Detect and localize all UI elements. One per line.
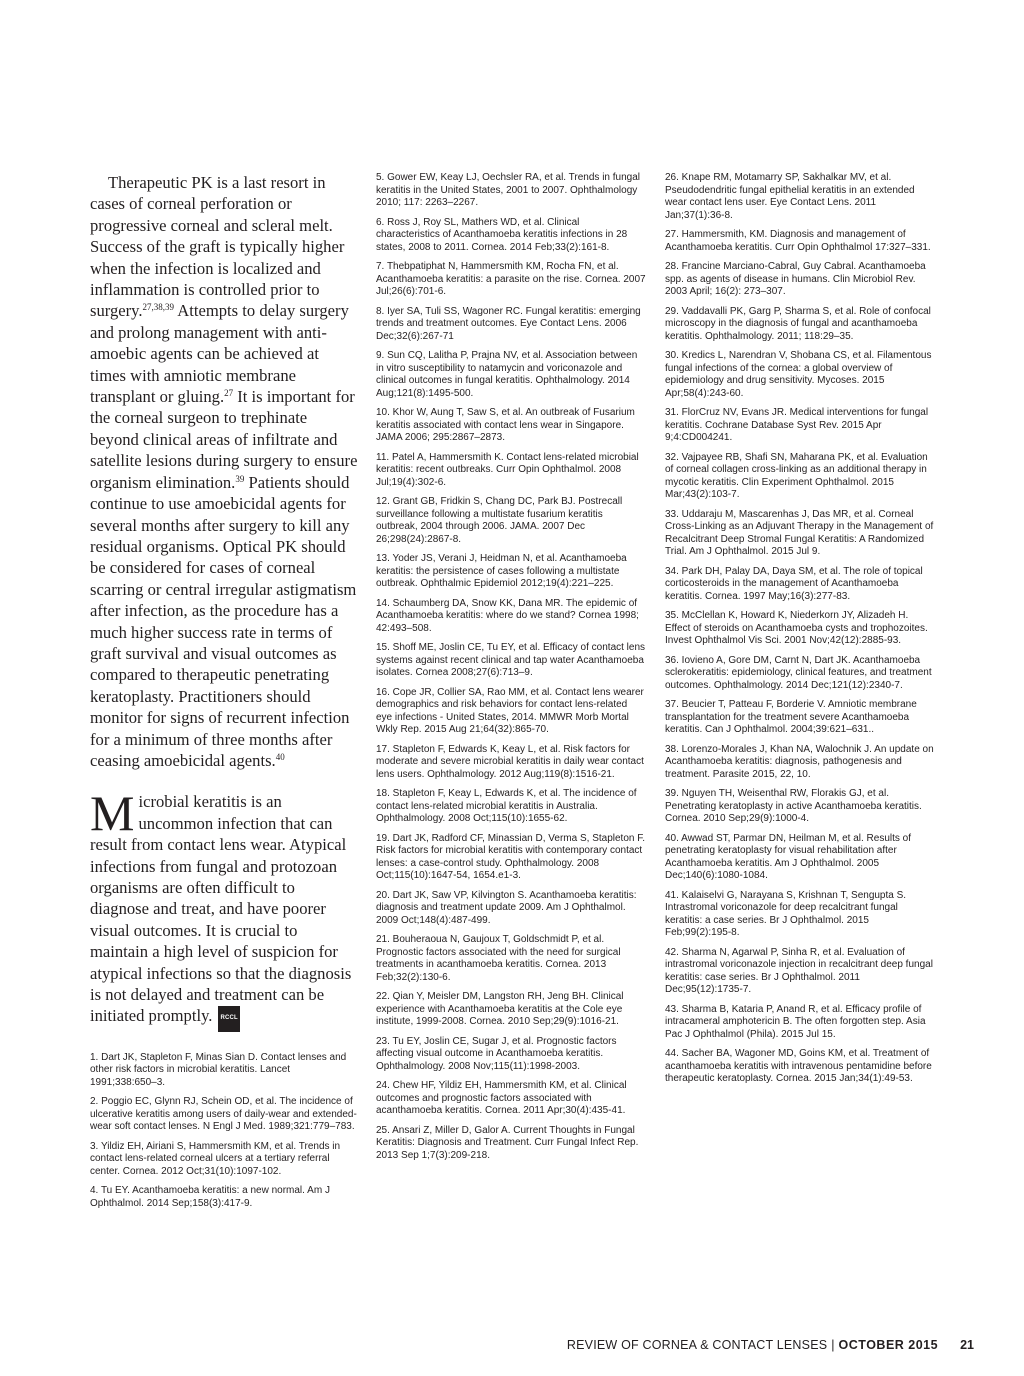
body-paragraph-conclusion — [90, 785, 358, 1031]
reference-item: 5. Gower EW, Keay LJ, Oechsler RA, et al. Trends in fungal keratitis in the United States, 2001 to 2007. Ophthalmology 2010; 117: 2263–2267. — [376, 172, 641, 208]
reference-item: 19. Dart JK, Radford CF, Minassian D, Verma S, Stapleton F. Risk factors for microbial keratitis with contemporary contact lenses: a case-control study. Ophthalmology. 2008 Oct;115(10):1647-54, 1654.e1-3. — [376, 832, 646, 881]
reference-item: 41. Kalaiselvi G, Narayana S, Krishnan T, Sengupta S. Intrastromal voriconazole for deep recalcitrant fungal keratitis: a case series. Br J Ophthalmol. 2015 Feb;99(2):195-8. — [665, 889, 907, 938]
body-text: icrobial keratitis is an uncommon infection that can result from contact lens wear. Atypical infections from fungal and protozoan organisms are often difficult to diagnose and treat, and have poorer visual outcomes. It is crucial to maintain a high level of suspicion for atypical infections so that the diagnosis is not delayed and treatment can be initiated promptly. — [90, 792, 352, 1026]
reference-item: 12. Grant GB, Fridkin S, Chang DC, Park BJ. Postrecall surveillance following a multistate fusarium keratitis outbreak, 2004 through 2006. JAMA. 2007 Dec 26;298(24):2867-8. — [376, 496, 623, 545]
reference-item: 16. Cope JR, Collier SA, Rao MM, et al. Contact lens wearer demographics and risk behaviors for contact lens-related eye infections - United States, 2014. MMWR Morb Mortal Wkly Rep. 2015 Aug 21;64(32):865-70. — [376, 686, 644, 735]
reference-item: 28. Francine Marciano-Cabral, Guy Cabral. Acanthamoeba spp. as agents of disease in humans. Clin Microbiol Rev. 2003 April; 16(2): 273–307. — [665, 261, 926, 297]
reference-item: 35. McClellan K, Howard K, Niederkorn JY, Alizadeh H. Effect of steroids on Acanthamoeba cysts and trophozoites. Invest Ophthalmol Vis Sci. 2001 Nov;42(12):2885-93. — [665, 610, 928, 646]
body-text: It is important for the corneal surgeon to trephinate beyond clinical areas of infiltrate and satellite lesions during surgery to ensure organism elimination. — [90, 387, 358, 492]
reference-item: 25. Ansari Z, Miller D, Galor A. Current Thoughts in Fungal Keratitis: Diagnosis and Treatment. Curr Fungal Infect Rep. 2013 Sep 1;7(3):209-218. — [376, 1124, 639, 1161]
drop-cap: M — [90, 785, 135, 842]
issue-date: OCTOBER 2015 — [838, 1338, 939, 1352]
page-number: 21 — [960, 1338, 974, 1352]
reference-item: 2. Poggio EC, Glynn RJ, Schein OD, et al. The incidence of ulcerative keratitis among users of daily-wear and extended-wear soft contact lenses. N Engl J Med. 1989;321:779–783. — [90, 1096, 357, 1133]
reference-item: 26. Knape RM, Motamarry SP, Sakhalkar MV, et al. Pseudodendritic fungal epithelial keratitis in an extended wear contact lens user. Eye Contact Lens. 2011 Jan;37(1):36-8. — [665, 172, 915, 221]
reference-item: 18. Stapleton F, Keay L, Edwards K, et al. The incidence of contact lens-related microbial keratitis in Australia. Ophthalmology. 2008 Oct;115(10):1655-62. — [376, 788, 637, 824]
column-1 — [90, 172, 358, 1217]
reference-item: 6. Ross J, Roy SL, Mathers WD, et al. Clinical characteristics of Acanthamoeba keratitis infections in 28 states, 2008 to 2011. Cornea. 2014 Feb;33(2):161-8. — [376, 216, 628, 253]
body-paragraph-therapeutic-pk — [90, 172, 358, 771]
reference-item: 44. Sacher BA, Wagoner MD, Goins KM, et al. Treatment of acanthamoeba keratitis with intravenous pentamidine before therapeutic keratoplasty. Cornea. 2015 Jan;34(1):49-53. — [665, 1048, 932, 1084]
reference-item: 23. Tu EY, Joslin CE, Sugar J, et al. Prognostic factors affecting visual outcome in Acanthamoeba keratitis. Ophthalmology. 2008 Nov;115(11):1998-2003. — [376, 1035, 617, 1072]
reference-item: 15. Shoff ME, Joslin CE, Tu EY, et al. Efficacy of contact lens systems against recent clinical and tap water Acanthamoeba isolates. Cornea 2008;27(6):713–9. — [376, 642, 646, 678]
reference-item: 33. Uddaraju M, Mascarenhas J, Das MR, et al. Corneal Cross-Linking as an Adjuvant Therapy in the Management of Recalcitrant Deep Stromal Fungal Keratitis: A Randomized Trial. Am J Ophthalmol. 2015 Jul 9. — [665, 508, 934, 557]
journal-name: REVIEW OF CORNEA & CONTACT LENSES — [566, 1338, 828, 1352]
body-text: Patients should continue to use amoebicidal agents for several months after surgery to kill any residual organisms. Optical PK should be considered for cases of corneal scarring or central irregular astigmatism after infection, as the procedure has a much higher success rate in terms of graft survival and visual outcomes as compared to therapeutic penetrating keratoplasty. Practitioners should monitor for signs of recurrent infection for a minimum of three months after ceasing amoebicidal agents. — [90, 472, 357, 770]
references-list-col3 — [665, 172, 935, 1086]
reference-item: 4. Tu EY. Acanthamoeba keratitis: a new normal. Am J Ophthalmol. 2014 Sep;158(3):417-9. — [90, 1185, 330, 1209]
body-text: Attempts to delay surgery and prolong management with anti-amoebic agents can be achieved at times with amniotic membrane transplant or gluing. — [90, 301, 349, 407]
references-list-col2 — [376, 172, 646, 1162]
reference-item: 43. Sharma B, Kataria P, Anand R, et al. Efficacy profile of intracameral amphotericin B. The often forgotten step. Asia Pac J Ophthalmol (Phila). 2015 Jul 15. — [665, 1003, 926, 1040]
reference-item: 31. FlorCruz NV, Evans JR. Medical interventions for fungal keratitis. Cochrane Database Syst Rev. 2015 Apr 9;4:CD004241. — [665, 407, 929, 443]
reference-item: 8. Iyer SA, Tuli SS, Wagoner RC. Fungal keratitis: emerging trends and treatment outcomes. Eye Contact Lens. 2006 Dec;32(6):267-71 — [376, 305, 641, 342]
citation-superscript: 27 — [224, 388, 234, 399]
reference-item: 39. Nguyen TH, Weisenthal RW, Florakis GJ, et al. Penetrating keratoplasty in active Acanthamoeba keratitis. Cornea. 2010 Sep;29(9):1000-4. — [665, 788, 922, 824]
reference-item: 42. Sharma N, Agarwal P, Sinha R, et al. Evaluation of intrastromal voriconazole injection in recalcitrant deep fungal keratitis: case series. Br J Ophthalmol. 2011 Dec;95(12):1735-7. — [665, 946, 933, 995]
reference-item: 22. Qian Y, Meisler DM, Langston RH, Jeng BH. Clinical experience with Acanthamoeba keratitis at the Cole eye institute, 1999-2008. Cornea. 2010 Sep;29(9):1016-21. — [376, 991, 624, 1027]
reference-item: 34. Park DH, Palay DA, Daya SM, et al. The role of topical corticosteroids in the management of Acanthamoeba keratitis. Cornea. 1997 May;16(3):277-83. — [665, 565, 923, 602]
citation-superscript: 27,38,39 — [142, 302, 175, 313]
column-3 — [665, 172, 935, 1093]
footer-separator: | — [831, 1338, 835, 1352]
references-list-col1 — [90, 1052, 358, 1211]
reference-item: 37. Beucier T, Patteau F, Borderie V. Amniotic membrane transplantation for the treatment severe Acanthamoeba keratitis. Can J Ophthalmol. 2004;39:621–631.. — [665, 699, 917, 735]
citation-superscript: 40 — [275, 751, 285, 762]
body-text: Therapeutic PK is a last resort in cases of corneal perforation or progressive corneal and scleral melt. Success of the graft is typically higher when the infection is localized and inflammation is controlled prior to surgery. — [90, 173, 345, 321]
reference-item: 30. Kredics L, Narendran V, Shobana CS, et al. Filamentous fungal infections of the cornea: a global overview of epidemiology and drug sensitivity. Mycoses. 2015 Apr;58(4):243-60. — [665, 350, 932, 399]
reference-item: 13. Yoder JS, Verani J, Heidman N, et al. Acanthamoeba keratitis: the persistence of cases following a multistate outbreak. Ophthalmic Epidemiol 2012;19(4):221–225. — [376, 553, 627, 589]
reference-item: 29. Vaddavalli PK, Garg P, Sharma S, et al. Role of confocal microscopy in the diagnosis of fungal and acanthamoeba keratitis. Ophthalmology. 2011; 118:29–35. — [665, 305, 931, 342]
reference-item: 14. Schaumberg DA, Snow KK, Dana MR. The epidemic of Acanthamoeba keratitis: where do we stand? Cornea 1998; 42:493–508. — [376, 597, 639, 634]
reference-item: 24. Chew HF, Yildiz EH, Hammersmith KM, et al. Clinical outcomes and prognostic factors associated with acanthamoeba keratitis. Cornea. 2011 Apr;30(4):435-41. — [376, 1080, 627, 1116]
reference-item: 36. Iovieno A, Gore DM, Carnt N, Dart JK. Acanthamoeba sclerokeratitis: epidemiology, clinical features, and treatment outcomes. Ophthalmology. 2014 Dec;121(12):2340-7. — [665, 654, 932, 691]
reference-item: 3. Yildiz EH, Airiani S, Hammersmith KM, et al. Trends in contact lens-related corneal ulcers at a tertiary referral center. Cornea. 2012 Oct;31(10):1097-102. — [90, 1140, 341, 1177]
reference-item: 10. Khor W, Aung T, Saw S, et al. An outbreak of Fusarium keratitis associated with contact lens wear in Singapore. JAMA 2006; 295:2867–2873. — [376, 407, 635, 443]
page-footer — [0, 1338, 974, 1352]
reference-item: 32. Vajpayee RB, Shafi SN, Maharana PK, et al. Evaluation of corneal collagen cross-linking as an additional therapy in mycotic keratitis. Clin Experiment Ophthalmol. 2015 Mar;43(2):103-7. — [665, 451, 928, 500]
citation-superscript: 39 — [235, 473, 245, 484]
reference-item: 21. Bouheraoua N, Gaujoux T, Goldschmidt P, et al. Prognostic factors associated with the need for surgical treatments in acanthamoeba keratitis. Cornea. 2013 Feb;32(2):130-6. — [376, 934, 621, 983]
reference-item: 38. Lorenzo-Morales J, Khan NA, Walochnik J. An update on Acanthamoeba keratitis: diagnosis, pathogenesis and treatment. Parasite 2015, 22, 10. — [665, 743, 934, 780]
reference-item: 7. Thebpatiphat N, Hammersmith KM, Rocha FN, et al. Acanthamoeba keratitis: a parasite on the rise. Cornea. 2007 Jul;26(6):701-6. — [376, 261, 646, 297]
reference-item: 1. Dart JK, Stapleton F, Minas Sian D. Contact lenses and other risk factors in microbial keratitis. Lancet 1991;338:650–3. — [90, 1051, 347, 1088]
reference-item: 27. Hammersmith, KM. Diagnosis and management of Acanthamoeba keratitis. Curr Opin Ophthalmol 17:327–331. — [665, 229, 931, 253]
reference-item: 20. Dart JK, Saw VP, Kilvington S. Acanthamoeba keratitis: diagnosis and treatment update 2009. Am J Ophthalmol. 2009 Oct;148(4):487-499. — [376, 889, 637, 926]
reference-item: 9. Sun CQ, Lalitha P, Prajna NV, et al. Association between in vitro susceptibility to natamycin and voriconazole and clinical outcomes in fungal keratitis. Ophthalmology. 2014 Aug;121(8):1495-500. — [376, 350, 638, 399]
end-mark-logo: RCCL — [218, 1006, 239, 1031]
reference-item: 40. Awwad ST, Parmar DN, Heilman M, et al. Results of penetrating keratoplasty for visual rehabilitation after Acanthamoeba keratitis. Am J Ophthalmol. 2005 Dec;140(6):1080-1084. — [665, 832, 912, 881]
reference-item: 17. Stapleton F, Edwards K, Keay L, et al. Risk factors for moderate and severe microbial keratitis in daily wear contact lens users. Ophthalmology. 2012 Aug;119(8):1516-21. — [376, 743, 644, 780]
column-2 — [376, 172, 646, 1169]
reference-item: 11. Patel A, Hammersmith K. Contact lens-related microbial keratitis: recent outbreaks. Curr Opin Ophthalmol. 2008 Jul;19(4):302-6. — [376, 451, 639, 488]
